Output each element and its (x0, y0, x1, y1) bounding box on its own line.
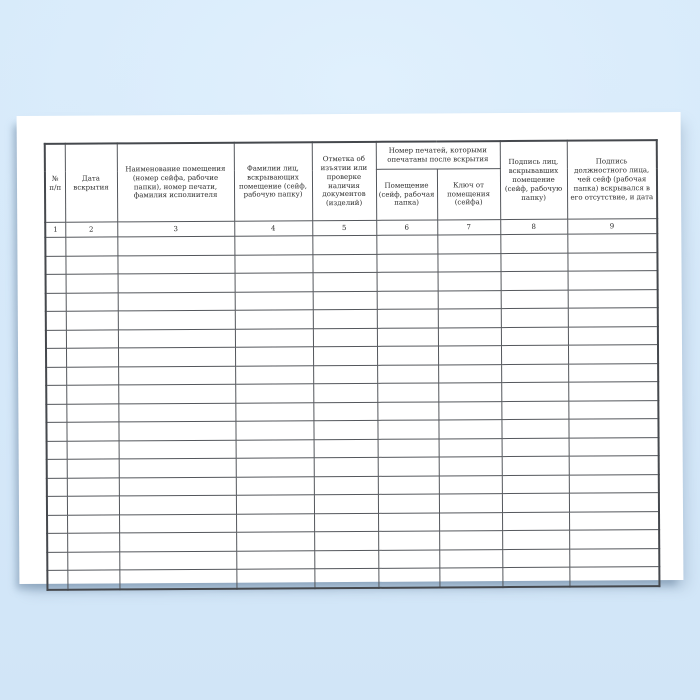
empty-cell (438, 364, 501, 383)
empty-cell (67, 477, 119, 496)
empty-cell (46, 348, 66, 367)
empty-cell (66, 274, 118, 293)
empty-cell (438, 309, 501, 328)
empty-cell (236, 476, 314, 495)
column-number: 3 (117, 221, 234, 237)
empty-cell (119, 551, 236, 570)
empty-cell (119, 440, 236, 459)
empty-cell (236, 458, 314, 477)
empty-cell (235, 384, 313, 403)
empty-cell (119, 477, 236, 496)
empty-cell (569, 511, 659, 530)
empty-cell (66, 348, 118, 367)
empty-cell (236, 495, 314, 514)
empty-cell (377, 420, 438, 439)
empty-cell (439, 549, 502, 568)
empty-cell (312, 254, 376, 273)
empty-cell (66, 329, 118, 348)
empty-cell (502, 512, 569, 531)
empty-cell (46, 274, 66, 293)
empty-cell (569, 530, 659, 549)
empty-cell (438, 290, 501, 309)
column-number: 5 (312, 220, 376, 235)
empty-cell (439, 531, 502, 550)
empty-cell (314, 457, 378, 476)
column-number: 4 (234, 221, 312, 236)
empty-cell (236, 513, 314, 532)
empty-cell (47, 478, 67, 497)
column-number: 8 (500, 219, 567, 234)
empty-cell (314, 513, 378, 532)
column-number: 9 (567, 219, 657, 235)
empty-cell (66, 385, 118, 404)
empty-cell (118, 421, 235, 440)
empty-cell (119, 514, 236, 533)
empty-cell (501, 419, 568, 438)
empty-cell (46, 330, 66, 349)
empty-cell (567, 234, 657, 253)
empty-cell (568, 271, 658, 290)
empty-cell (66, 366, 118, 385)
empty-cell (439, 457, 502, 476)
column-number: 1 (45, 222, 65, 237)
empty-cell (377, 383, 438, 402)
empty-cell (66, 311, 118, 330)
empty-cell (65, 255, 117, 274)
empty-cell (501, 327, 568, 346)
empty-cell (235, 402, 313, 421)
empty-cell (569, 456, 659, 475)
empty-cell (118, 292, 235, 311)
empty-cell (502, 475, 569, 494)
empty-cell (236, 569, 314, 588)
empty-cell (235, 347, 313, 366)
empty-cell (46, 367, 66, 386)
empty-cell (47, 552, 67, 571)
empty-cell (313, 291, 377, 310)
empty-cell (314, 550, 378, 569)
empty-cell (47, 441, 67, 460)
empty-cell (66, 403, 118, 422)
header-seal-numbers-group: Номер печатей, которыми опечатаны после вскрытия (376, 141, 500, 169)
empty-cell (569, 567, 659, 587)
header-room-name: Наименование помещения (номер сейфа, рабочие папки), номер печати, фамилия исполнителя (117, 143, 234, 222)
empty-cell (236, 550, 314, 569)
empty-cell (378, 475, 439, 494)
empty-cell (66, 292, 118, 311)
empty-cell (235, 291, 313, 310)
empty-cell (47, 533, 67, 552)
header-opening-date: Дата вскрытия (65, 143, 117, 222)
empty-cell (47, 570, 67, 589)
header-removal-check-note: Отметка об изъятии или проверке наличия документов (изделий) (312, 142, 376, 221)
empty-cell (314, 494, 378, 513)
empty-cell (376, 235, 437, 254)
empty-cell (501, 364, 568, 383)
empty-cell (378, 494, 439, 513)
empty-cell (377, 327, 438, 346)
empty-cell (502, 530, 569, 549)
empty-cell (45, 256, 65, 275)
table-body (45, 234, 659, 590)
empty-cell (46, 293, 66, 312)
empty-cell (568, 326, 658, 345)
empty-cell (235, 421, 313, 440)
empty-cell (501, 401, 568, 420)
empty-cell (501, 308, 568, 327)
empty-cell (439, 438, 502, 457)
empty-cell (47, 515, 67, 534)
empty-cell (314, 476, 378, 495)
header-row-number: № п/п (45, 144, 65, 223)
empty-cell (439, 475, 502, 494)
empty-cell (313, 328, 377, 347)
empty-cell (235, 365, 313, 384)
empty-cell (313, 420, 377, 439)
header-room-key-seal: Ключ от помещения (сейфа) (437, 169, 500, 220)
empty-cell (501, 271, 568, 290)
empty-cell (234, 236, 312, 255)
empty-cell (119, 458, 236, 477)
document-page (17, 112, 684, 584)
header-room-seal: Помещение (сейф, рабочая папка) (376, 169, 437, 220)
empty-cell (438, 420, 501, 439)
header-row (45, 140, 657, 171)
empty-cell (67, 459, 119, 478)
empty-cell (65, 237, 117, 256)
empty-cell (377, 309, 438, 328)
empty-cell (46, 311, 66, 330)
empty-cell (67, 533, 119, 552)
empty-cell (235, 328, 313, 347)
empty-cell (67, 570, 119, 589)
empty-cell (377, 272, 438, 291)
empty-cell (67, 440, 119, 459)
empty-cell (378, 549, 439, 568)
empty-cell (437, 235, 500, 254)
empty-cell (119, 569, 236, 589)
empty-cell (568, 363, 658, 382)
empty-cell (438, 383, 501, 402)
empty-cell (46, 422, 66, 441)
empty-cell (314, 439, 378, 458)
empty-cell (376, 253, 437, 272)
empty-cell (378, 438, 439, 457)
empty-cell (119, 532, 236, 551)
empty-cell (438, 272, 501, 291)
empty-cell (45, 237, 65, 256)
empty-cell (569, 474, 659, 493)
empty-cell (118, 273, 235, 292)
empty-cell (568, 400, 658, 419)
empty-cell (378, 512, 439, 531)
empty-cell (568, 419, 658, 438)
empty-cell (437, 253, 500, 272)
empty-cell (439, 494, 502, 513)
empty-cell (438, 401, 501, 420)
empty-cell (313, 346, 377, 365)
empty-cell (312, 235, 376, 254)
empty-cell (118, 329, 235, 348)
empty-cell (313, 272, 377, 291)
empty-cell (378, 531, 439, 550)
header-official-signature: Подпись должностного лица, чей сейф (рабочая папка) вскрывался в его отсутствие, и дата (567, 140, 657, 219)
empty-cell (46, 404, 66, 423)
empty-cell (438, 346, 501, 365)
empty-cell (313, 402, 377, 421)
empty-cell (501, 345, 568, 364)
empty-cell (234, 254, 312, 273)
empty-cell (568, 289, 658, 308)
empty-cell (118, 403, 235, 422)
empty-cell (567, 252, 657, 271)
empty-cell (119, 495, 236, 514)
empty-cell (314, 531, 378, 550)
empty-cell (46, 385, 66, 404)
empty-cell (377, 364, 438, 383)
empty-cell (569, 493, 659, 512)
empty-cell (118, 384, 235, 403)
empty-cell (439, 512, 502, 531)
empty-cell (502, 493, 569, 512)
empty-cell (67, 514, 119, 533)
empty-cell (378, 457, 439, 476)
empty-cell (569, 548, 659, 567)
empty-cell (439, 568, 502, 587)
header-openers-signature: Подпись лиц, вскрывавших помещение (сейф, рабочую папку) (500, 141, 567, 220)
empty-cell (117, 236, 234, 255)
empty-cell (378, 568, 439, 587)
empty-cell (314, 568, 378, 587)
empty-cell (117, 255, 234, 274)
empty-cell (501, 290, 568, 309)
empty-cell (235, 310, 313, 329)
empty-cell (67, 496, 119, 515)
empty-cell (118, 347, 235, 366)
empty-cell (500, 253, 567, 272)
empty-cell (67, 551, 119, 570)
empty-cell (501, 382, 568, 401)
empty-cell (438, 327, 501, 346)
empty-cell (47, 496, 67, 515)
empty-cell (235, 273, 313, 292)
empty-cell (568, 308, 658, 327)
empty-cell (500, 234, 567, 253)
empty-cell (66, 422, 118, 441)
empty-cell (236, 532, 314, 551)
empty-cell (568, 382, 658, 401)
empty-cell (377, 401, 438, 420)
empty-cell (313, 365, 377, 384)
header-opening-persons: Фамилии лиц, вскрывающих помещение (сейф, рабочую папку) (234, 142, 312, 221)
column-number: 2 (65, 222, 117, 237)
empty-cell (502, 438, 569, 457)
empty-cell (118, 310, 235, 329)
empty-cell (313, 309, 377, 328)
empty-cell (236, 439, 314, 458)
empty-cell (568, 345, 658, 364)
empty-cell (502, 456, 569, 475)
empty-cell (118, 366, 235, 385)
empty-cell (502, 567, 569, 586)
empty-cell (377, 290, 438, 309)
empty-cell (313, 383, 377, 402)
empty-cell (569, 437, 659, 456)
empty-cell (377, 346, 438, 365)
journal-table (44, 139, 661, 590)
empty-cell (47, 459, 67, 478)
column-number: 6 (376, 220, 437, 235)
table-row (47, 567, 659, 590)
empty-cell (502, 549, 569, 568)
column-number: 7 (437, 220, 500, 235)
